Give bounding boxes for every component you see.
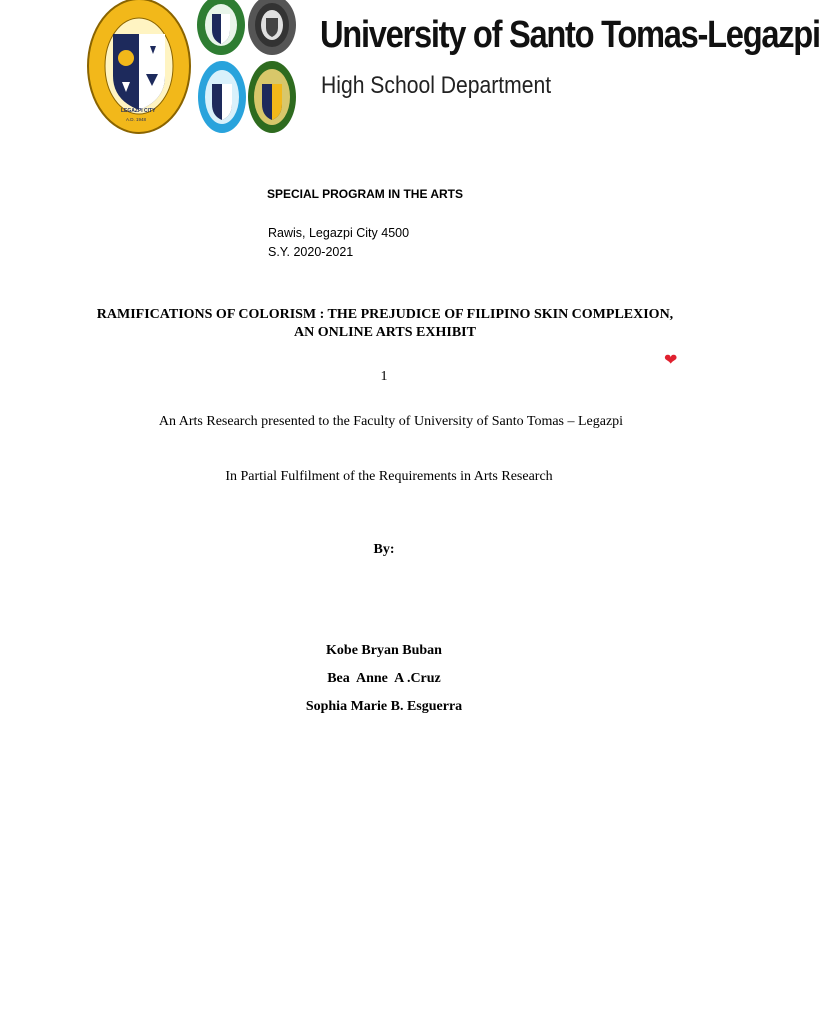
olive-seal-logo (247, 60, 297, 134)
title-line-2: AN ONLINE ARTS EXHIBIT (294, 325, 476, 340)
requirement-line: In Partial Fulfilment of the Requirements in Arts Research (225, 469, 553, 484)
seal-text-bottom: LEGAZPI CITY (121, 108, 156, 114)
blue-seal-logo (197, 60, 247, 134)
university-name: University of Santo Tomas-Legazpi (320, 14, 820, 56)
seal-year: A.D. 1948 (126, 117, 147, 122)
university-seal-logo (86, 0, 192, 136)
by-label: By: (373, 542, 395, 557)
seal-text-top (0, 0, 19, 1)
author-name: Kobe Bryan Buban (326, 643, 442, 658)
title-line-1: RAMIFICATIONS OF COLORISM : THE PREJUDICE OF FILIPINO SKIN COMPLEXION, (96, 307, 674, 322)
school-year: S.Y. 2020-2021 (268, 245, 354, 259)
address-block (268, 224, 409, 262)
department-name: High School Department (321, 72, 552, 99)
gray-seal-logo (247, 0, 297, 56)
heart-icon: ❤ (664, 352, 678, 369)
program-name: SPECIAL PROGRAM IN THE ARTS (267, 187, 464, 201)
presented-to-line: An Arts Research presented to the Faculty of University of Santo Tomas – Legazpi (158, 414, 624, 429)
address-line: Rawis, Legazpi City 4500 (268, 226, 410, 240)
green-seal-logo (196, 0, 246, 56)
document-title (60, 306, 710, 342)
author-name: Sophia Marie B. Esguerra (305, 699, 463, 714)
author-name: Bea Anne A .Cruz (327, 671, 441, 686)
page-number: 1 (380, 369, 388, 384)
